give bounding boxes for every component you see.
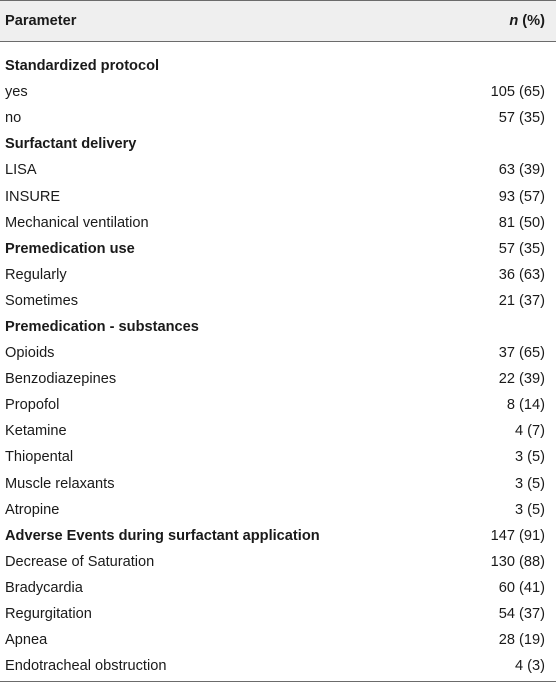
table-row: [0, 497, 556, 523]
row-label: INSURE: [5, 188, 61, 205]
row-label: Propofol: [5, 397, 60, 414]
row-value: 3 (5): [514, 501, 545, 518]
n-percent-column-header: [509, 13, 545, 29]
row-label: Decrease of Saturation: [5, 553, 155, 570]
table-row: [0, 340, 556, 366]
row-label: yes: [5, 84, 28, 101]
row-value: 130 (88): [490, 553, 545, 570]
table-row: [0, 418, 556, 444]
row-label: Regularly: [5, 266, 67, 283]
row-value: 60 (41): [498, 579, 545, 596]
section-header-row: [0, 131, 556, 157]
row-value: 37 (65): [498, 345, 545, 362]
row-label: Mechanical ventilation: [5, 214, 149, 231]
n-header-symbol: n: [509, 13, 519, 29]
table-row: [0, 627, 556, 653]
row-label: Apnea: [5, 632, 48, 649]
table-row: [0, 601, 556, 627]
table-row: [0, 288, 556, 314]
table-row: [0, 157, 556, 183]
row-label: Muscle relaxants: [5, 475, 115, 492]
table-row: [0, 79, 556, 105]
table-row: [0, 392, 556, 418]
table-row: [0, 471, 556, 497]
table-row: [0, 444, 556, 470]
table-row: [0, 183, 556, 209]
table-row: [0, 653, 556, 679]
row-label: Premedication - substances: [5, 318, 199, 335]
row-label: Bradycardia: [5, 579, 83, 596]
row-value: 8 (14): [506, 397, 545, 414]
row-value: 22 (39): [498, 371, 545, 388]
row-label: Regurgitation: [5, 606, 92, 623]
row-label: Standardized protocol: [5, 58, 160, 75]
row-label: Premedication use: [5, 240, 135, 257]
parameter-column-header: Parameter: [5, 13, 77, 29]
table-row: [0, 262, 556, 288]
row-label: Ketamine: [5, 423, 67, 440]
row-label: Atropine: [5, 501, 60, 518]
row-label: Surfactant delivery: [5, 136, 137, 153]
row-label: Opioids: [5, 345, 55, 362]
table-row: [0, 575, 556, 601]
row-value: 105 (65): [490, 84, 545, 101]
row-value: 36 (63): [498, 266, 545, 283]
table-row: [0, 105, 556, 131]
row-label: Adverse Events during surfactant application: [5, 527, 320, 544]
row-value: 54 (37): [498, 606, 545, 623]
section-header-row: [0, 53, 556, 79]
section-header-row: [0, 236, 556, 262]
row-label: Sometimes: [5, 292, 78, 309]
row-value: 3 (5): [514, 475, 545, 492]
table-body: [0, 42, 556, 679]
row-value: 3 (5): [514, 449, 545, 466]
section-header-row: [0, 314, 556, 340]
row-label: no: [5, 110, 22, 127]
row-value: 57 (35): [498, 240, 545, 257]
row-value: 57 (35): [498, 110, 545, 127]
row-value: 81 (50): [498, 214, 545, 231]
row-label: LISA: [5, 162, 37, 179]
row-value: 4 (3): [514, 658, 545, 675]
row-label: Thiopental: [5, 449, 74, 466]
row-label: Endotracheal obstruction: [5, 658, 167, 675]
row-value: 4 (7): [514, 423, 545, 440]
row-value: 28 (19): [498, 632, 545, 649]
table-header: [0, 0, 556, 42]
table-bottom-rule: [0, 681, 556, 682]
table-row: [0, 210, 556, 236]
percent-header-label: (%): [518, 13, 545, 29]
row-value: 21 (37): [498, 292, 545, 309]
row-label: Benzodiazepines: [5, 371, 117, 388]
row-value: 147 (91): [490, 527, 545, 544]
row-value: 93 (57): [498, 188, 545, 205]
table-row: [0, 549, 556, 575]
section-header-row: [0, 523, 556, 549]
row-value: 63 (39): [498, 162, 545, 179]
table-row: [0, 366, 556, 392]
